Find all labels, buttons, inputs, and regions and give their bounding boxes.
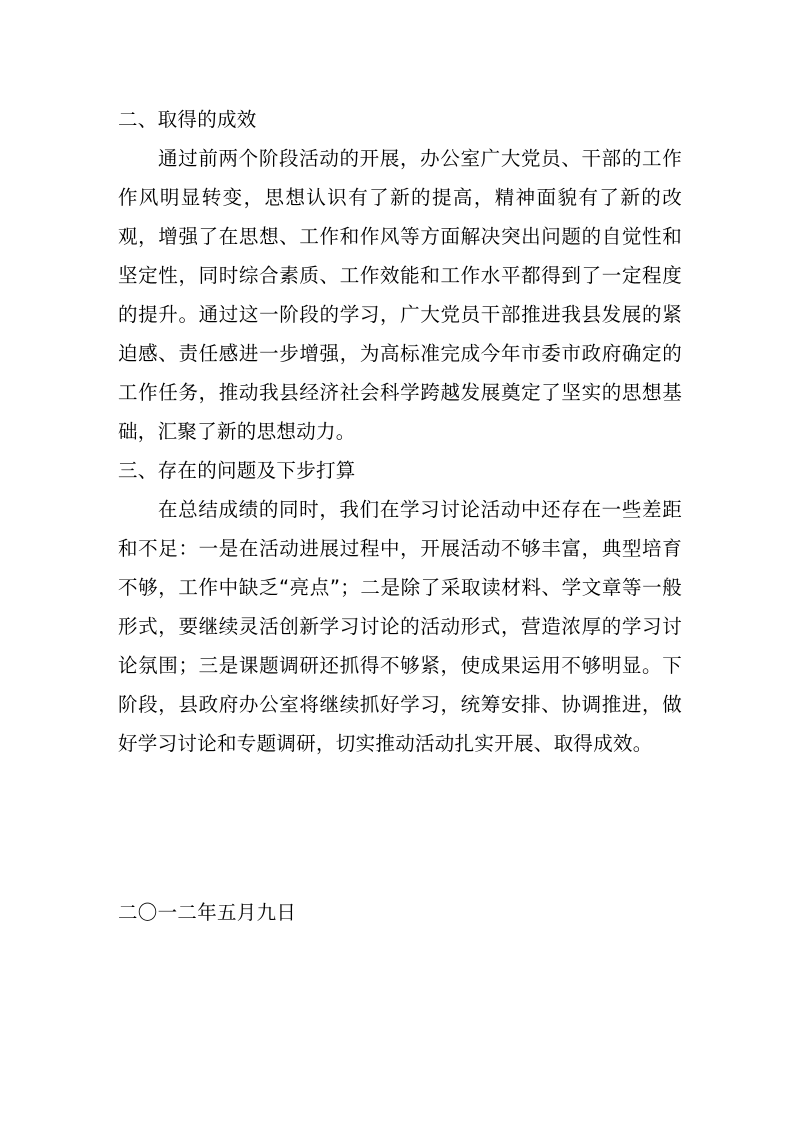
section-heading-achievements: 二、取得的成效 xyxy=(118,108,257,131)
paragraph-problems-and-plans: 在总结成绩的同时，我们在学习讨论活动中还存在一些差距和不足：一是在活动进展过程中，开展活动不够丰富，典型培育不够，工作中缺乏“亮点”；二是除了采取读材料、学文章等一般形式，要继续灵活创新学习讨论的活动形式，营造浓厚的学习讨论氛围；三是课题调研还抓得不够紧，使成果运用不够明显。下阶段，县政府办公室将继续抓好学习，统筹安排、协调推进，做好学习讨论和专题调研，切实推动活动扎实开展、取得成效。 xyxy=(118,498,682,755)
document-date: 二〇一二年五月九日 xyxy=(118,901,297,924)
section-heading-problems-and-plans: 三、存在的问题及下步打算 xyxy=(118,459,356,482)
paragraph-achievements: 通过前两个阶段活动的开展，办公室广大党员、干部的工作作风明显转变，思想认识有了新的提高，精神面貌有了新的改观，增强了在思想、工作和作风等方面解决突出问题的自觉性和坚定性，同时综合素质、工作效能和工作水平都得到了一定程度的提升。通过这一阶段的学习，广大党员干部推进我县发展的紧迫感、责任感进一步增强，为高标准完成今年市委市政府确定的工作任务，推动我县经济社会科学跨越发展奠定了坚实的思想基础，汇聚了新的思想动力。 xyxy=(118,147,682,443)
document-body xyxy=(118,100,682,763)
